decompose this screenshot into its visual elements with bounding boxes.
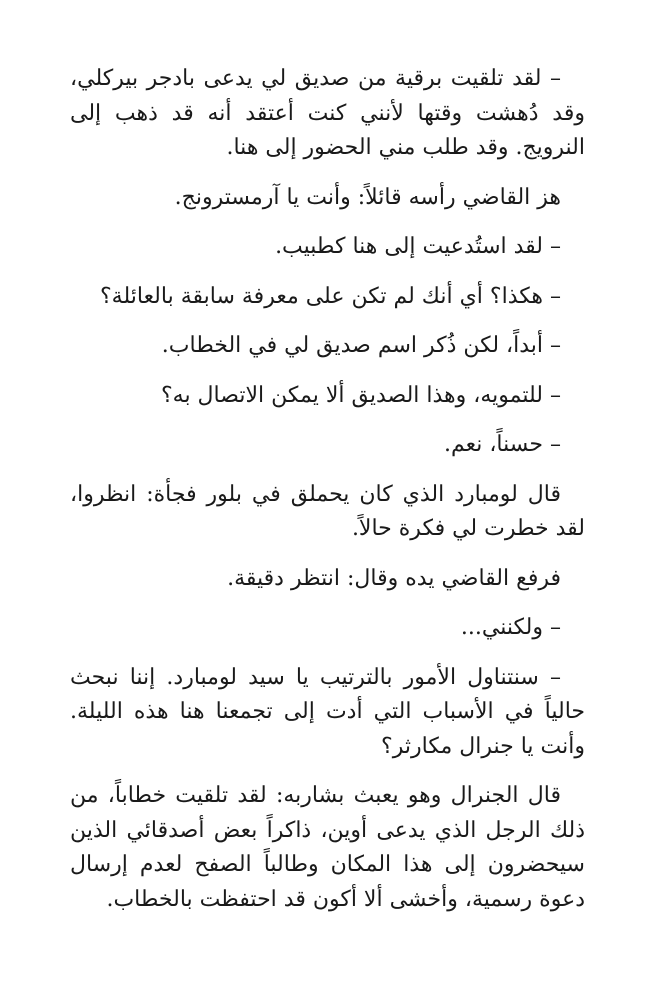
- paragraph-2: هز القاضي رأسه قائلاً: وأنت يا آرمسترونج.: [174, 184, 561, 210]
- paragraph-10: – ولكنني...: [460, 615, 561, 640]
- paragraph-12: قال الجنرال وهو يعبث بشاربه: لقد تلقيت خطاباً، من ذلك الرجل الذي يدعى أوين، ذاكراً بعض أصدقائي الذين سيحضرون إلى هذا المكان وطالباً الصفح لعدم إرسال دعوة رسمية، وأخشى ألا أكون قد احتفظت بالخطاب.: [70, 783, 585, 912]
- paragraph-3: – لقد استُدعيت إلى هنا كطبيب.: [275, 234, 561, 259]
- paragraph-9: فرفع القاضي يده وقال: انتظر دقيقة.: [227, 565, 561, 591]
- paragraph-8: قال لومبارد الذي كان يحملق في بلور فجأة: انظروا، لقد خطرت لي فكرة حالاً.: [70, 481, 585, 541]
- paragraph-6: – للتمويه، وهذا الصديق ألا يمكن الاتصال به؟: [160, 382, 561, 408]
- paragraph-11: – سنتناول الأمور بالترتيب يا سيد لومبارد. إننا نبحث حالياً في الأسباب التي أدت إلى تجمعنا هنا هذه الليلة. وأنت يا جنرال مكارثر؟: [70, 664, 585, 759]
- paragraph-5: – أبداً، لكن ذُكر اسم صديق لي في الخطاب.: [161, 333, 561, 358]
- paragraph-7: – حسناً، نعم.: [443, 432, 561, 457]
- paragraph-4: – هكذا؟ أي أنك لم تكن على معرفة سابقة بالعائلة؟: [99, 283, 561, 309]
- paragraph-1: – لقد تلقيت برقية من صديق لي يدعى بادجر بيركلي، وقد دُهشت وقتها لأنني كنت أعتقد أنه قد ذهب إلى النرويج. وقد طلب مني الحضور إلى هنا.: [70, 66, 585, 160]
